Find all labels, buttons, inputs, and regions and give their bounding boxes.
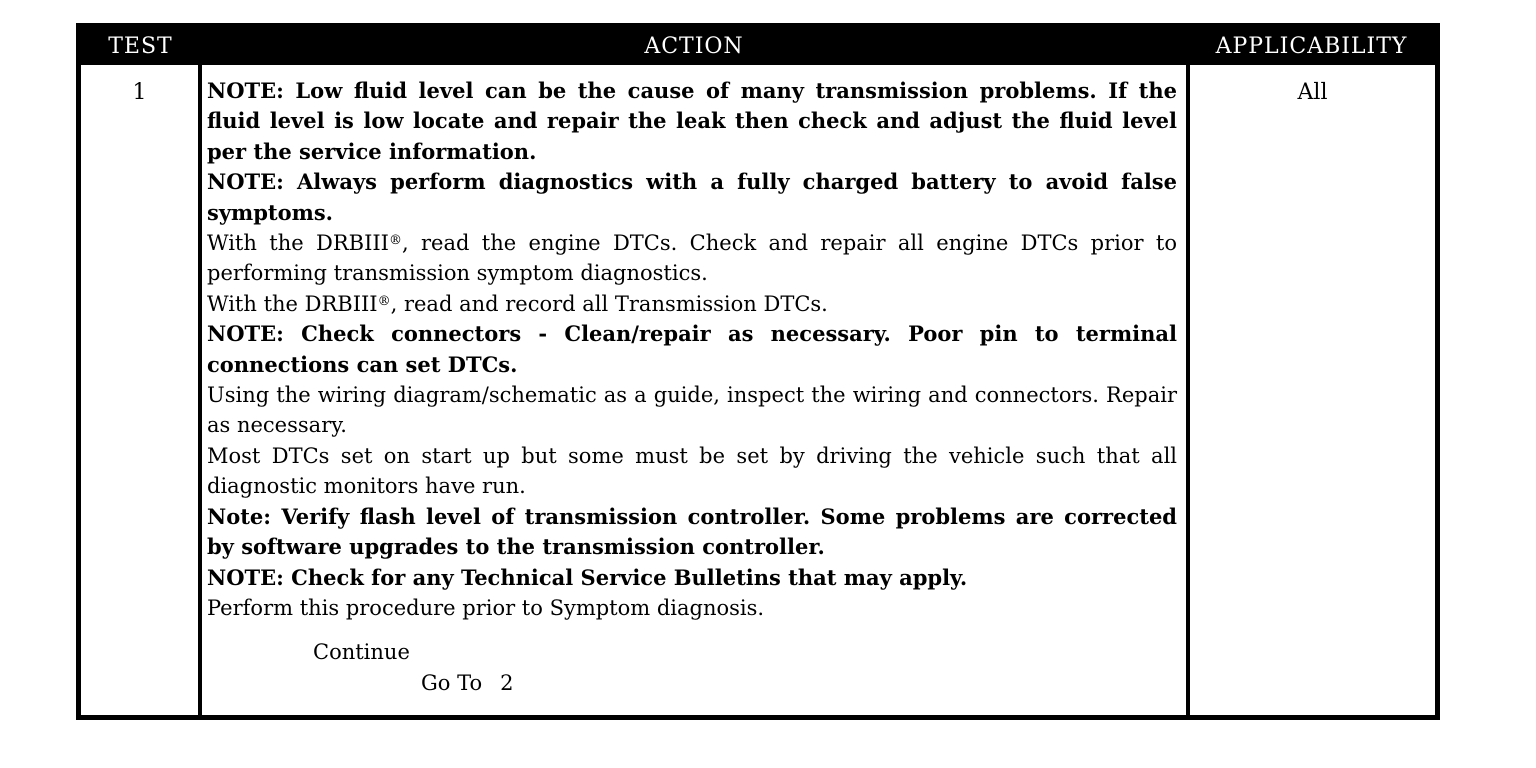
- action-note: Note: Verify flash level of transmission controller. Some problems are corrected by software upgrades to the transmission controller.: [207, 503, 1177, 560]
- table-header: [81, 28, 1435, 65]
- test-number: 1: [132, 80, 147, 105]
- header-test: TEST: [108, 34, 173, 59]
- diagnostic-table: [76, 23, 1440, 720]
- action-step: Most DTCs set on start up but some must be set by driving the vehicle such that all diagnostic monitors have run.: [207, 443, 1177, 499]
- applicability-value: All: [1297, 80, 1328, 105]
- action-step: Perform this procedure prior to Symptom diagnosis.: [207, 595, 765, 620]
- header-applicability: APPLICABILITY: [1215, 34, 1408, 59]
- action-step: Using the wiring diagram/schematic as a guide, inspect the wiring and connectors. Repair as necessary.: [207, 383, 1177, 438]
- action-cell: [207, 76, 1177, 698]
- registered-mark: ®: [377, 293, 391, 309]
- column-divider: [198, 65, 202, 715]
- column-divider: [1186, 65, 1190, 715]
- header-action: ACTION: [644, 34, 744, 59]
- registered-mark: ®: [388, 233, 402, 249]
- goto-line: [207, 668, 1177, 698]
- action-step: With the DRBIII®, read and record all Transmission DTCs.: [207, 291, 828, 316]
- action-note: NOTE: Always perform diagnostics with a fully charged battery to avoid false symptoms.: [207, 169, 1177, 225]
- action-step: With the DRBIII®, read the engine DTCs. Check and repair all engine DTCs prior to performing transmission symptom diagnostics.: [207, 231, 1177, 286]
- action-note: NOTE: Check connectors - Clean/repair as necessary. Poor pin to terminal connections can set DTCs.: [207, 321, 1177, 377]
- result-label: Continue: [313, 640, 410, 665]
- action-note: NOTE: Low fluid level can be the cause of many transmission problems. If the fluid level is low locate and repair the leak then check and adjust the fluid level per the service information.: [207, 78, 1177, 164]
- goto-target: 2: [500, 670, 514, 695]
- action-note: NOTE: Check for any Technical Service Bulletins that may apply.: [207, 564, 968, 590]
- goto-label: Go To: [421, 670, 483, 695]
